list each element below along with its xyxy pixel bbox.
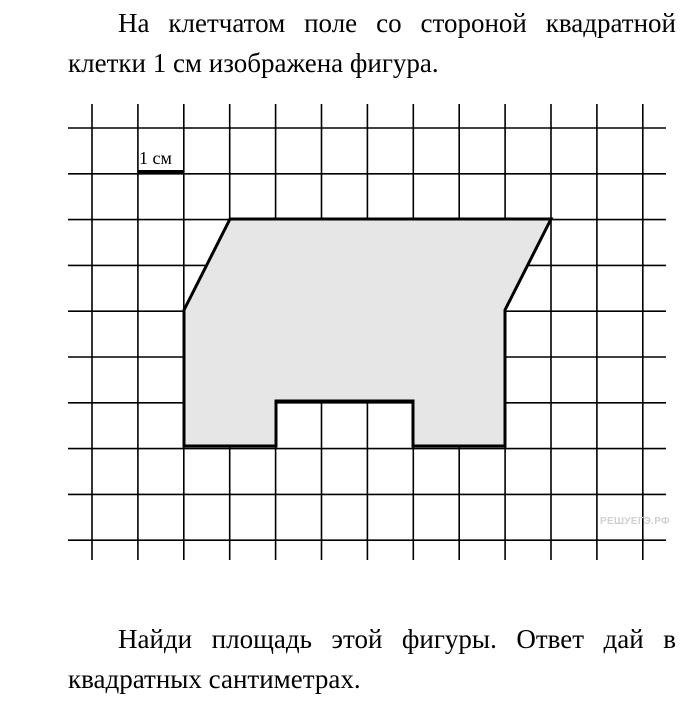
question-line-1: Найди площадь этой фигуры. Ответ дай в — [118, 624, 676, 654]
shaded-figure — [184, 219, 551, 446]
watermark: РЕШУЕГЭ.РФ — [600, 516, 670, 527]
scale-label: 1 см — [139, 148, 172, 168]
question — [68, 619, 676, 699]
problem-statement — [68, 3, 676, 83]
problem-statement-line-2: клетки 1 см изображена фигура. — [68, 48, 439, 78]
problem-statement-line-1: На клетчатом поле со стороной квадратной — [118, 8, 676, 38]
question-line-2: квадратных сантиметрах. — [68, 664, 361, 694]
grid-lines — [68, 104, 666, 560]
